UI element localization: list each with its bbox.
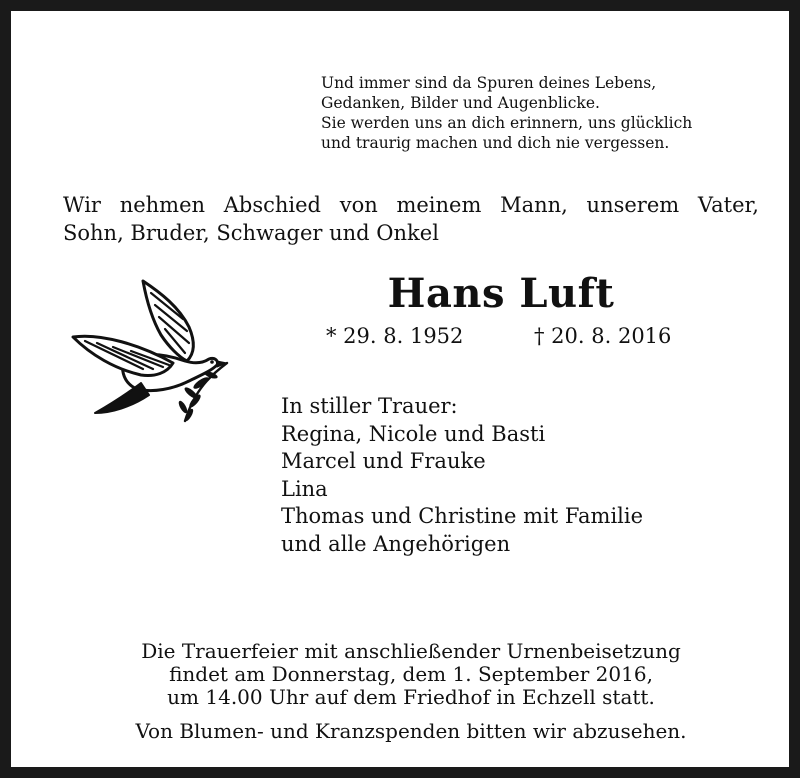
funeral-line: Die Trauerfeier mit anschließender Urnenbeisetzung [141,639,681,663]
intro-word: Wir [63,193,101,217]
poem-line: Sie werden uns an dich erinnern, uns glücklich [321,114,693,132]
mourner-entry: Thomas und Christine mit Familie [281,504,644,528]
mourners-heading: In stiller Trauer: [281,394,458,418]
mourner-entry: Lina [281,476,328,501]
intro-word: unserem [586,193,680,217]
mourner-entry: Marcel und Frauke [281,449,486,473]
intro-line-2: Sohn, Bruder, Schwager und Onkel [63,221,439,245]
funeral-line: findet am Donnerstag, dem 1. September 2016, [169,662,653,686]
dove-with-olive-branch-icon [71,279,231,427]
intro-word: Mann, [500,193,568,217]
birth-date: * 29. 8. 1952 [326,324,464,348]
intro-word: von [339,193,378,217]
funeral-line: um 14.00 Uhr auf dem Friedhof in Echzell statt. [167,685,655,709]
deceased-name: Hans Luft [387,270,615,317]
intro-word: nehmen [119,193,206,217]
intro-word: Vater, [697,193,759,217]
intro-word: meinem [396,193,482,217]
intro-line-1 [63,191,759,219]
mourner-entry: und alle Angehörigen [281,531,511,556]
poem-line: Und immer sind da Spuren deines Lebens, [321,74,657,92]
poem-line: Gedanken, Bilder und Augenblicke. [321,94,600,112]
poem-line: und traurig machen und dich nie vergessen. [321,134,670,152]
flowers-note: Von Blumen- und Kranzspenden bitten wir abzusehen. [135,719,687,743]
death-date: † 20. 8. 2016 [534,324,672,348]
farewell-intro [63,191,759,247]
funeral-details [51,640,771,709]
mourner-entry: Regina, Nicole und Basti [281,421,546,446]
mourners-list [281,393,751,558]
poem [321,73,781,153]
intro-word: Abschied [223,193,321,217]
